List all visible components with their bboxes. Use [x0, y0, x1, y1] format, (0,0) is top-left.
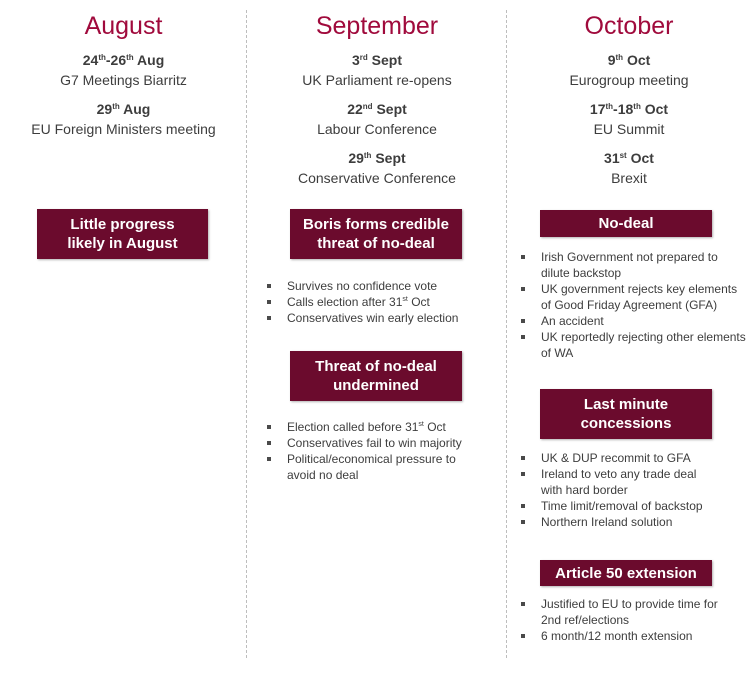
list-item: Irish Government not prepared to dilute backstop	[519, 249, 747, 281]
list-item: Time limit/removal of backstop	[519, 498, 719, 514]
credible-threat-list	[265, 278, 501, 326]
october-column	[507, 0, 751, 682]
outcome-box-credible-threat: Boris forms credible threat of no-deal	[290, 209, 462, 259]
month-heading-october: October	[584, 12, 674, 40]
event-date: 24th-26th Aug	[82, 52, 165, 68]
event-name: Labour Conference	[317, 121, 437, 137]
outcome-box-threat-undermined: Threat of no-deal undermined	[290, 351, 462, 401]
list-item: Election called before 31st Oct	[265, 419, 487, 435]
event-august-2	[0, 99, 247, 139]
outcome-box-no-deal: No-deal	[540, 210, 712, 237]
event-september-3	[247, 148, 507, 188]
event-name: UK Parliament re-opens	[302, 72, 452, 88]
event-date: 31st Oct	[604, 150, 654, 166]
event-name: Eurogroup meeting	[569, 72, 689, 88]
list-item: Political/economical pressure to avoid no deal	[265, 451, 487, 483]
list-item: An accident	[519, 313, 747, 329]
list-item: UK & DUP recommit to GFA	[519, 450, 719, 466]
threat-undermined-list	[265, 419, 487, 483]
event-name: G7 Meetings Biarritz	[60, 72, 187, 88]
event-august-1	[0, 50, 247, 90]
month-heading-august: August	[84, 12, 163, 40]
event-date: 29th Sept	[348, 150, 406, 166]
event-date: 29th Aug	[96, 101, 151, 117]
event-september-2	[247, 99, 507, 139]
event-date: 9th Oct	[607, 52, 651, 68]
outcome-box-article-50-extension: Article 50 extension	[540, 560, 712, 586]
no-deal-list	[519, 249, 747, 361]
event-date: 17th-18th Oct	[589, 101, 669, 117]
event-october-1	[507, 50, 751, 90]
list-item: Conservatives win early election	[265, 310, 501, 326]
list-item: UK government rejects key elements of Good Friday Agreement (GFA)	[519, 281, 747, 313]
list-item: Ireland to veto any trade deal with hard border	[519, 466, 719, 498]
outcome-box-last-minute-concessions: Last minute concessions	[540, 389, 712, 439]
list-item: Calls election after 31st Oct	[265, 294, 501, 310]
event-name: EU Foreign Ministers meeting	[31, 121, 216, 137]
outcome-box-little-progress: Little progress likely in August	[37, 209, 208, 259]
august-column	[0, 0, 247, 682]
september-column	[247, 0, 507, 682]
article-50-extension-list	[519, 596, 725, 644]
last-minute-concessions-list	[519, 450, 719, 530]
month-heading-september: September	[315, 12, 439, 40]
event-october-3	[507, 148, 751, 188]
event-name: Conservative Conference	[298, 170, 456, 186]
event-september-1	[247, 50, 507, 90]
list-item: Justified to EU to provide time for 2nd ref/elections	[519, 596, 725, 628]
list-item: 6 month/12 month extension	[519, 628, 725, 644]
event-name: Brexit	[611, 170, 647, 186]
list-item: Conservatives fail to win majority	[265, 435, 487, 451]
list-item: Northern Ireland solution	[519, 514, 719, 530]
list-item: Survives no confidence vote	[265, 278, 501, 294]
event-date: 22nd Sept	[347, 101, 407, 117]
event-date: 3rd Sept	[351, 52, 403, 68]
list-item: UK reportedly rejecting other elements of WA	[519, 329, 747, 361]
event-name: EU Summit	[593, 121, 665, 137]
event-october-2	[507, 99, 751, 139]
